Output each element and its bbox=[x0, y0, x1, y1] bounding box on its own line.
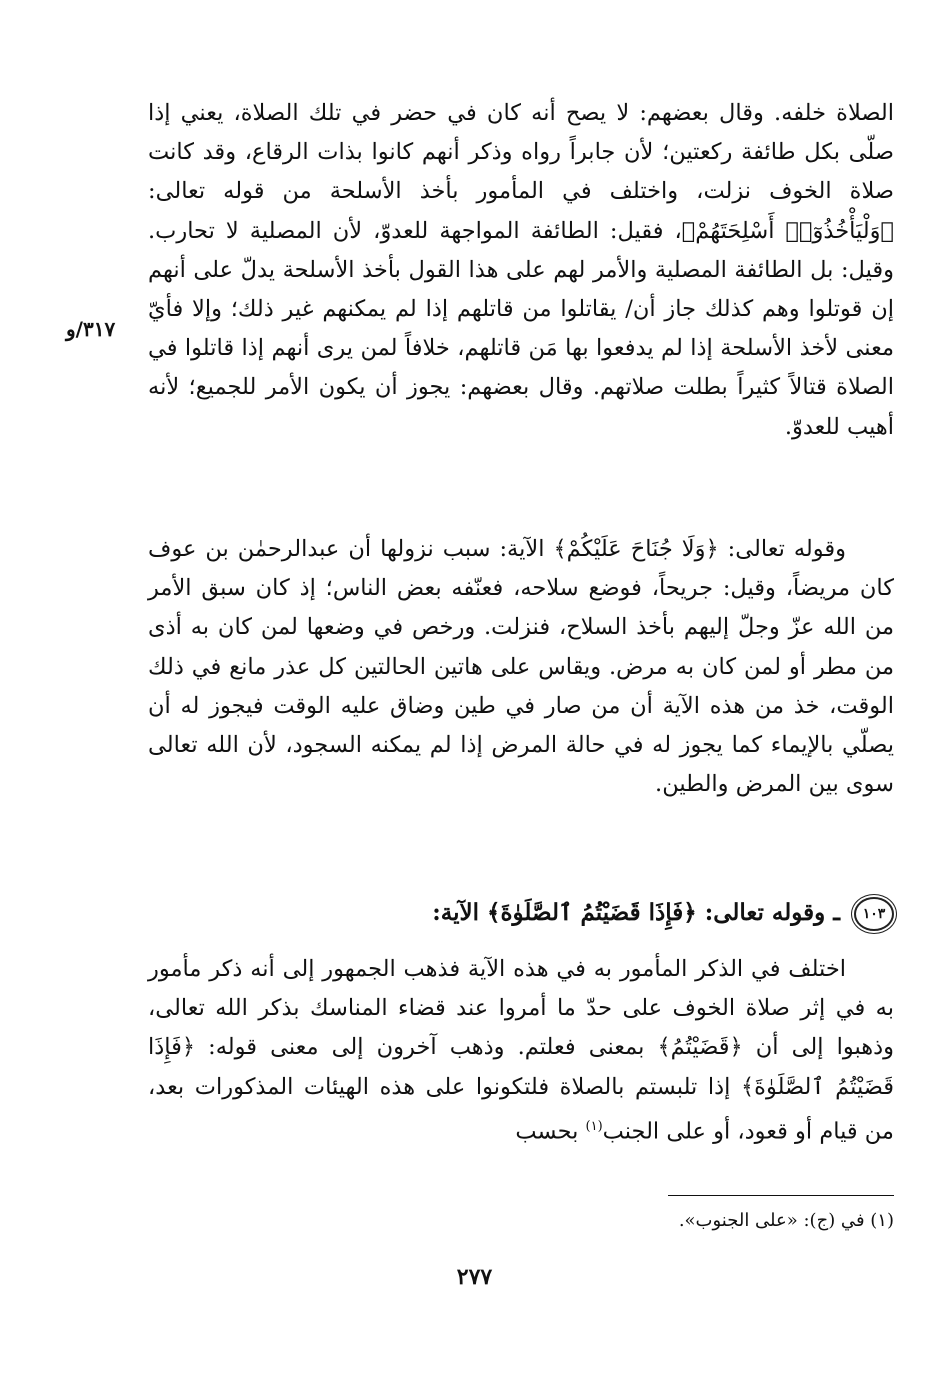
paragraph-1-text: الصلاة خلفه. وقال بعضهم: لا يصح أنه كان في حضر في تلك الصلاة، يعني إذا صلّى بكل طائفة ركعتين؛ لأن جابراً رواه وذكر أنهم كانوا بذات الرقاع، وقد كانت صلاة الخوف نزلت، واختلف في المأمور بأخذ الأسلحة من قوله تعالى: ﴿وَلْيَأْخُذُوٓا۟ أَسْلِحَتَهُمْ﴾، فقيل: الطائفة المواجهة للعدوّ، لأن المصلية لا تحارب. وقيل: بل الطائفة المصلية والأمر لهم على هذا القول بأخذ الأسلحة يدلّ على أنهم إن قوتلوا وهم كذلك جاز أن/ يقاتلوا من قاتلهم إذا لم يمكنهم غير ذلك؛ وإلا فأيّ معنى لأخذ الأسلحة إذا لم يدفعوا بها مَن قاتلهم، خلافاً لمن يرى أنهم إذا قاتلوا في الصلاة قتالاً كثيراً بطلت صلاتهم. وقال بعضهم: يجوز أن يكون الأمر للجميع؛ لأنه أهيب للعدوّ. bbox=[148, 100, 894, 440]
paragraph-1 bbox=[148, 94, 894, 447]
paragraph-3 bbox=[148, 950, 894, 1152]
footnote: (١) في (ج): «على الجنوب». bbox=[678, 1210, 894, 1231]
page-number: ٢٧٧ bbox=[456, 1264, 493, 1290]
paragraph-3-text bbox=[148, 950, 894, 1152]
section-heading bbox=[148, 893, 894, 933]
paragraph-3-main: اختلف في الذكر المأمور به في هذه الآية فذهب الجمهور إلى أنه ذكر مأمور به في إثر صلاة الخوف على حدّ ما أمروا عند قضاء المناسك بذكر الله تعالى، وذهبوا إلى أن ﴿قَضَيْتُمُ﴾ بمعنى فعلتم. وذهب آخرون إلى معنى قوله: ﴿فَإِذَا قَضَيْتُمُ ٱلصَّلَوٰةَ﴾ إذا تلبستم بالصلاة فلتكونوا على هذه الهيئات المذكورات بعد، من قيام أو قعود، أو على الجنب bbox=[148, 956, 894, 1145]
footnote-marker: (١) bbox=[585, 1118, 603, 1134]
margin-folio-note: ٣١٧/و bbox=[66, 317, 116, 341]
verse-number-badge: ١٠٣ bbox=[854, 897, 894, 931]
paragraph-2-text: وقوله تعالى: ﴿وَلَا جُنَاحَ عَلَيْكُمْ﴾ الآية: سبب نزولها أن عبدالرحمٰن بن عوف كان مريضاً، وقيل: جريحاً، فوضع سلاحه، فعنّفه بعض الناس؛ إذ كان سبق الأمر من الله عزّ وجلّ إليهم بأخذ السلاح، فنزلت. ورخص في وضعها لمن كان به أذى من مطر أو لمن كان به مرض. ويقاس على هاتين الحالتين كل عذر مانع في ذلك الوقت، خذ من هذه الآية أن من صار في طين وضاق عليه الوقت فيجوز له أن يصلّي بالإيماء كما يجوز له في حالة المرض إذا لم يمكنه السجود، لأن الله تعالى سوى بين المرض والطين. bbox=[148, 536, 894, 798]
section-heading-text: ـ وقوله تعالى: ﴿فَإِذَا قَضَيْتُمُ ٱلصَّلَوٰةَ﴾ الآية: bbox=[432, 899, 840, 926]
footnote-divider bbox=[668, 1195, 894, 1196]
paragraph-2 bbox=[148, 530, 894, 804]
paragraph-3-tail: بحسب bbox=[515, 1118, 586, 1145]
